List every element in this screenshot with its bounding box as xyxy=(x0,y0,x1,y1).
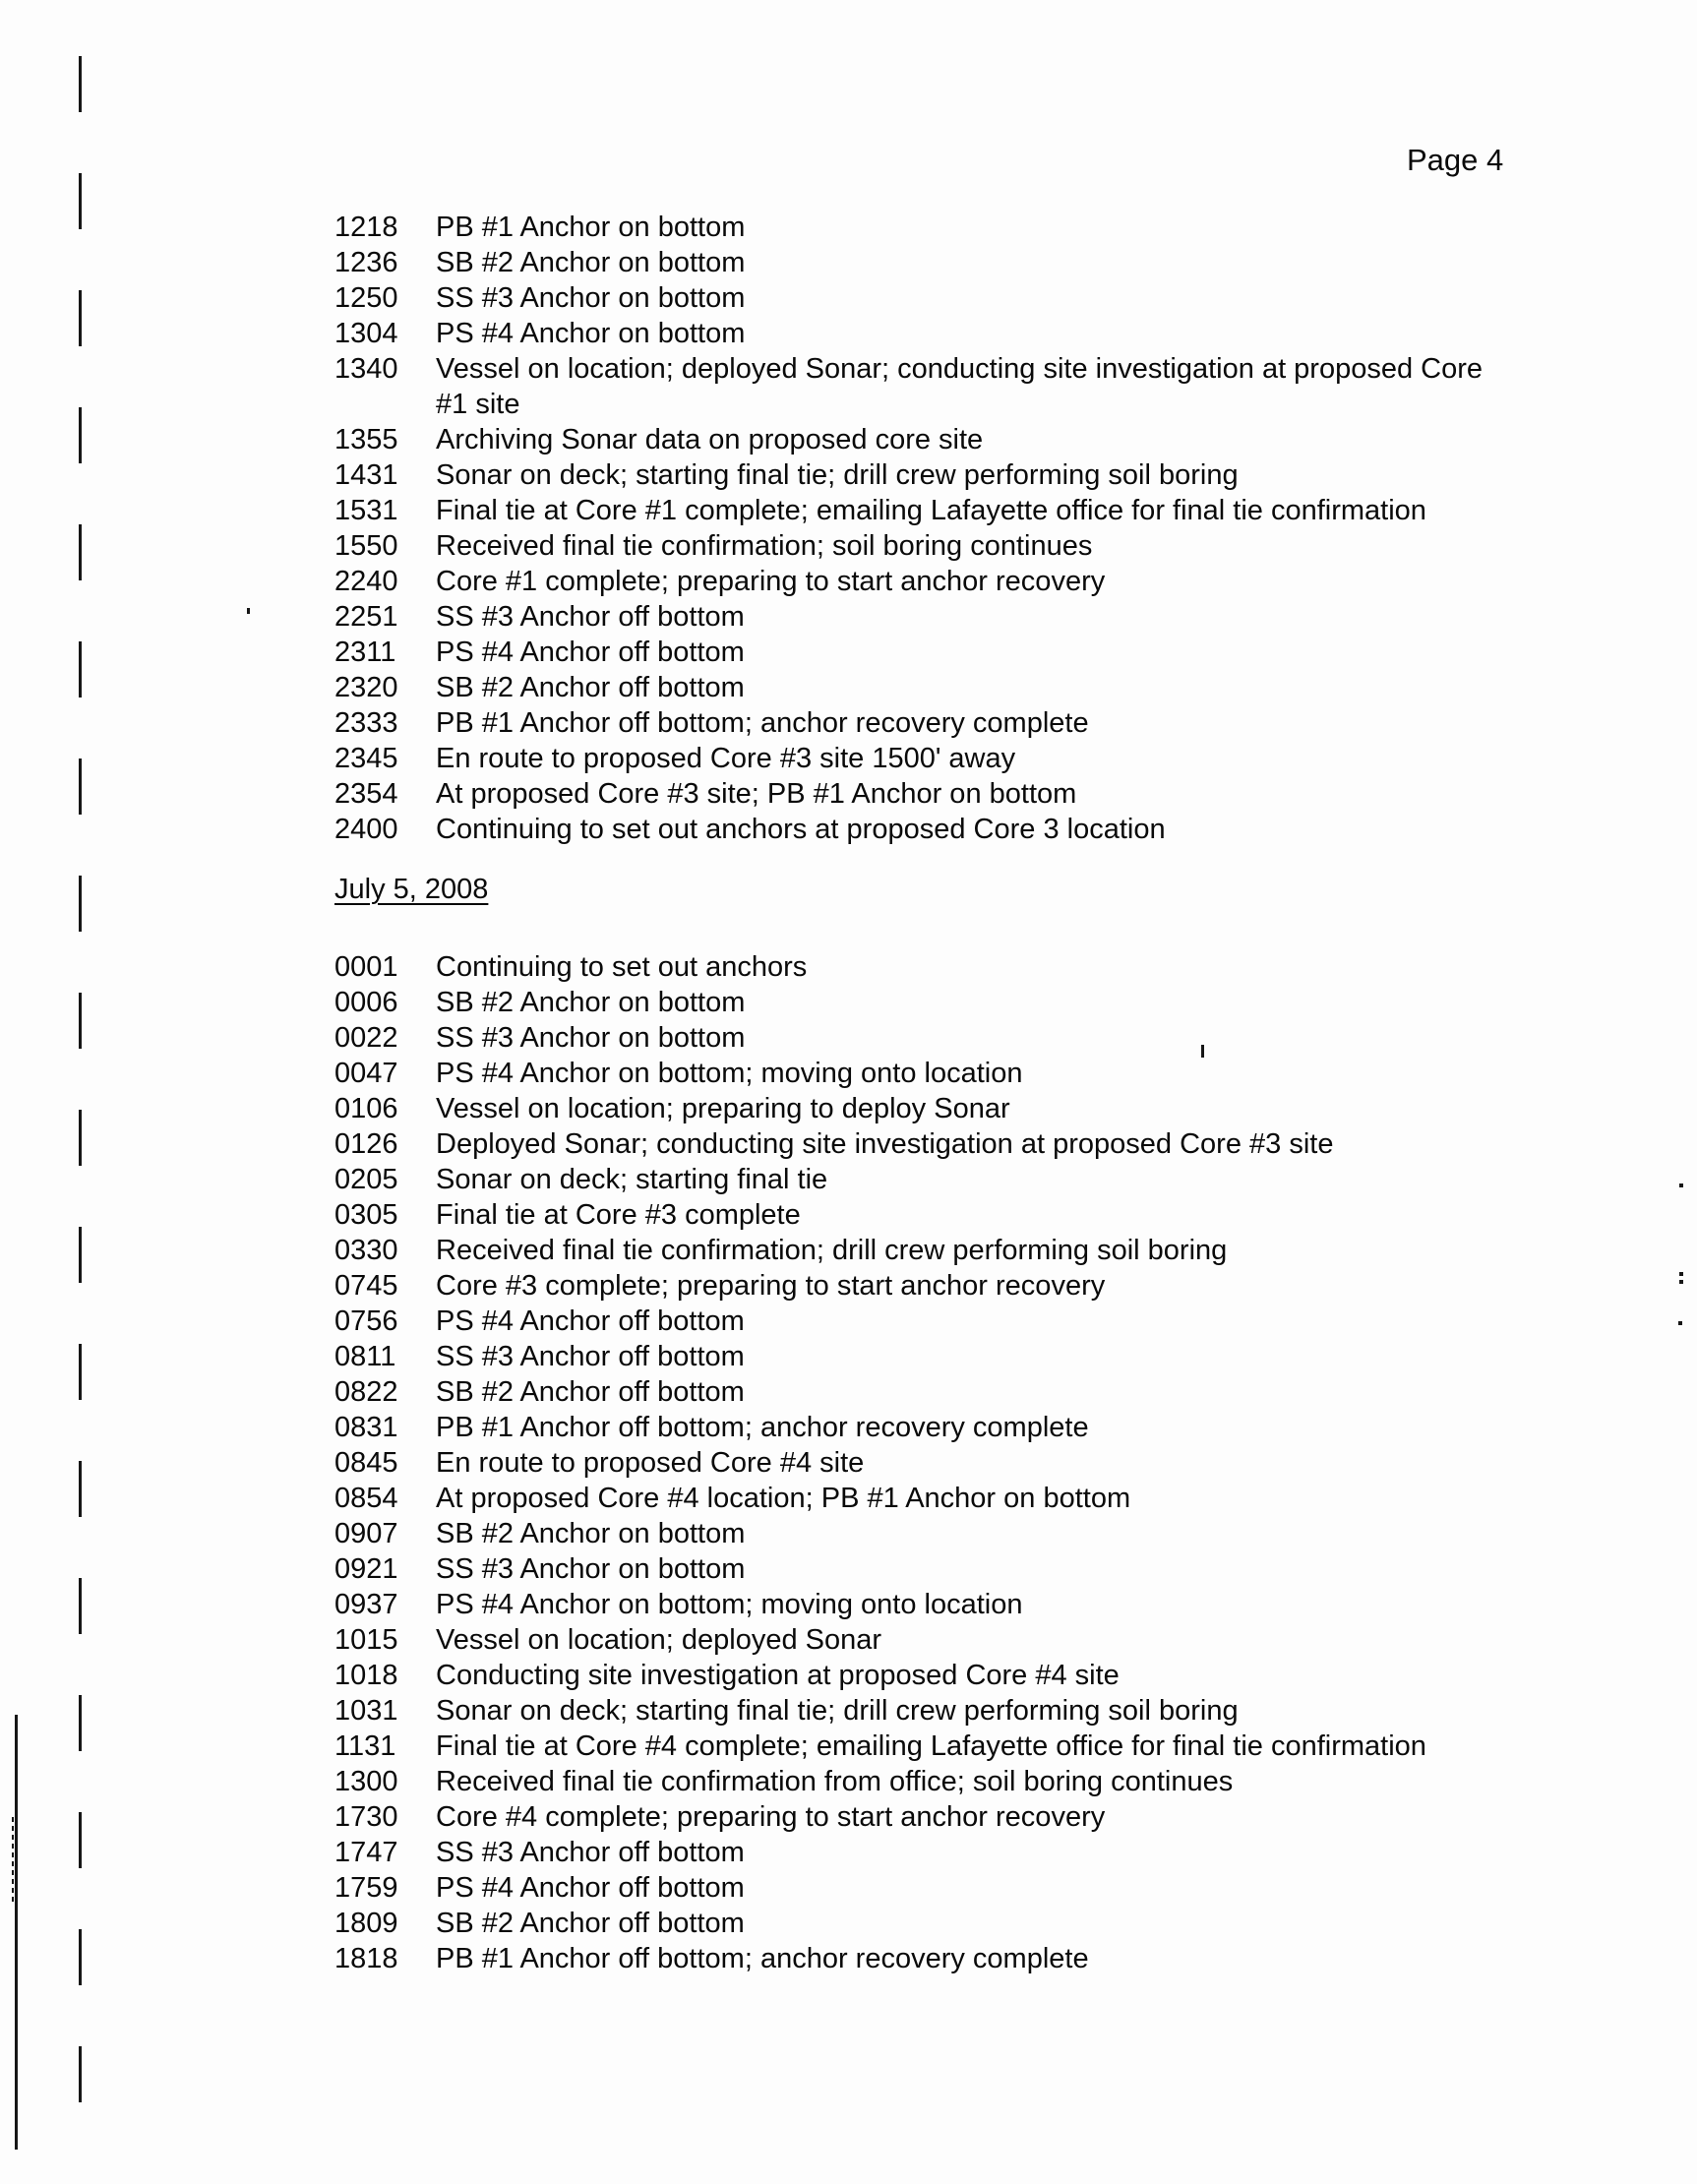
entry-text xyxy=(436,1197,801,1233)
date-heading: July 5, 2008 xyxy=(334,874,489,905)
entry-time: 1236 xyxy=(334,247,398,278)
entry-text xyxy=(436,1268,1105,1304)
log-entry xyxy=(334,1870,1483,1906)
entry-text xyxy=(436,705,1089,741)
log-entry xyxy=(334,1729,1483,1764)
scan-artifact-bottom-left-line-rough xyxy=(12,1817,14,1904)
entry-text xyxy=(436,1516,745,1551)
entry-text xyxy=(436,1233,1227,1268)
entry-time: 1550 xyxy=(334,530,398,562)
entry-text-line: SB #2 Anchor off bottom xyxy=(436,1376,745,1408)
entry-text-line: SS #3 Anchor off bottom xyxy=(436,1341,745,1372)
entry-time: 1340 xyxy=(334,353,398,385)
entry-time: 0822 xyxy=(334,1376,398,1408)
log-entry xyxy=(334,351,1483,422)
entry-time: 1818 xyxy=(334,1943,398,1974)
entry-time: 1015 xyxy=(334,1624,398,1656)
entry-text xyxy=(436,1445,864,1481)
entry-text xyxy=(436,670,745,705)
entry-text-line: Conducting site investigation at proposed Core #4 site xyxy=(436,1660,1120,1691)
scan-artifact-speck xyxy=(1679,1183,1683,1187)
entry-time: 0022 xyxy=(334,1022,398,1054)
entry-text xyxy=(436,1799,1105,1835)
entry-text-line: Sonar on deck; starting final tie; drill crew performing soil boring xyxy=(436,1695,1239,1727)
entry-time: 1747 xyxy=(334,1837,398,1868)
log-entry xyxy=(334,949,1483,985)
entry-text xyxy=(436,599,745,635)
entry-text-line: SB #2 Anchor on bottom xyxy=(436,247,746,278)
log-entry xyxy=(334,1799,1483,1835)
entry-text xyxy=(436,1941,1089,1976)
entry-time: 2354 xyxy=(334,778,398,810)
log-entry xyxy=(334,1693,1483,1729)
entry-text-line: SS #3 Anchor off bottom xyxy=(436,601,745,633)
entry-time: 0907 xyxy=(334,1518,398,1549)
entry-text-line: #1 site xyxy=(436,389,520,420)
entry-text-line: En route to proposed Core #4 site xyxy=(436,1447,865,1479)
log-entry xyxy=(334,280,1483,316)
log-entry xyxy=(334,1126,1483,1162)
entry-text-line: PB #1 Anchor on bottom xyxy=(436,212,746,243)
entry-text xyxy=(436,1587,1022,1622)
entry-time: 0845 xyxy=(334,1447,398,1479)
log-entry xyxy=(334,528,1483,564)
entry-time: 1250 xyxy=(334,282,398,314)
scan-artifact-bottom-left-line xyxy=(15,1715,18,2150)
entry-text-line: SS #3 Anchor on bottom xyxy=(436,1022,746,1054)
entry-text-line: SS #3 Anchor off bottom xyxy=(436,1837,745,1868)
log-entry xyxy=(334,599,1483,635)
entry-text-line: SS #3 Anchor on bottom xyxy=(436,282,746,314)
entry-time: 0330 xyxy=(334,1235,398,1266)
entry-text xyxy=(436,1374,745,1410)
entry-text-line: SB #2 Anchor on bottom xyxy=(436,1518,746,1549)
entry-time: 2400 xyxy=(334,814,398,845)
log-entry xyxy=(334,210,1483,245)
log-entry xyxy=(334,705,1483,741)
entry-text-line: Received final tie confirmation; soil boring continues xyxy=(436,530,1093,562)
log-entry xyxy=(334,1020,1483,1056)
entry-time: 1809 xyxy=(334,1908,398,1939)
entry-time: 2345 xyxy=(334,743,398,774)
entry-text-line: Core #3 complete; preparing to start anchor recovery xyxy=(436,1270,1106,1302)
log-entry xyxy=(334,1516,1483,1551)
entry-time: 2251 xyxy=(334,601,398,633)
scan-artifact-speck xyxy=(1678,1321,1682,1325)
entry-text-line: PS #4 Anchor off bottom xyxy=(436,1872,745,1904)
log-entry xyxy=(334,812,1483,847)
entry-text-line: Vessel on location; deployed Sonar; conducting site investigation at proposed Core xyxy=(436,353,1484,385)
entry-time: 1759 xyxy=(334,1872,398,1904)
entry-text-line: At proposed Core #4 location; PB #1 Anchor on bottom xyxy=(436,1483,1131,1514)
entry-text-line: PB #1 Anchor off bottom; anchor recovery complete xyxy=(436,1943,1089,1974)
entry-text xyxy=(436,1693,1239,1729)
entry-time: 2320 xyxy=(334,672,398,703)
log-entry xyxy=(334,1339,1483,1374)
entry-text-line: SB #2 Anchor on bottom xyxy=(436,987,746,1018)
entry-time: 1431 xyxy=(334,459,398,491)
entry-text xyxy=(436,1091,1010,1126)
log-entry xyxy=(334,1233,1483,1268)
entry-text-line: SB #2 Anchor off bottom xyxy=(436,672,745,703)
log-entry xyxy=(334,564,1483,599)
entry-time: 0831 xyxy=(334,1412,398,1443)
log-entry xyxy=(334,1481,1483,1516)
log-entry xyxy=(334,245,1483,280)
entry-text xyxy=(436,1764,1233,1799)
entry-text xyxy=(436,457,1239,493)
entry-text xyxy=(436,210,745,245)
entry-text-line: Received final tie confirmation; drill crew performing soil boring xyxy=(436,1235,1228,1266)
log-entry xyxy=(334,1835,1483,1870)
log-entry xyxy=(334,1374,1483,1410)
entry-time: 1031 xyxy=(334,1695,398,1727)
entry-time: 0921 xyxy=(334,1553,398,1585)
entry-time: 2333 xyxy=(334,707,398,739)
log-entry xyxy=(334,1658,1483,1693)
entry-text xyxy=(436,1658,1120,1693)
entry-text xyxy=(436,1339,745,1374)
log-entry xyxy=(334,316,1483,351)
entry-time: 1018 xyxy=(334,1660,398,1691)
entry-text-line: Archiving Sonar data on proposed core site xyxy=(436,424,984,455)
log-entry xyxy=(334,1304,1483,1339)
entry-time: 0937 xyxy=(334,1589,398,1620)
entry-text-line: PB #1 Anchor off bottom; anchor recovery complete xyxy=(436,707,1089,739)
log-entry xyxy=(334,670,1483,705)
entry-text-line: Sonar on deck; starting final tie; drill crew performing soil boring xyxy=(436,459,1239,491)
entry-text-line: SB #2 Anchor off bottom xyxy=(436,1908,745,1939)
entry-text xyxy=(436,635,745,670)
log-entry xyxy=(334,1587,1483,1622)
log-entry xyxy=(334,1551,1483,1587)
entry-text-line: En route to proposed Core #3 site 1500' away xyxy=(436,743,1016,774)
log-entry xyxy=(334,1410,1483,1445)
entry-text xyxy=(436,1835,745,1870)
scan-artifact-speck xyxy=(1679,1280,1683,1284)
entry-time: 2240 xyxy=(334,566,398,597)
scan-artifact-left-dashed-line xyxy=(79,56,82,2161)
entry-time: 0756 xyxy=(334,1305,398,1337)
entry-time: 1131 xyxy=(334,1730,396,1762)
entry-time: 0854 xyxy=(334,1483,398,1514)
log-entry xyxy=(334,1091,1483,1126)
entry-time: 1218 xyxy=(334,212,398,243)
log-entry xyxy=(334,493,1483,528)
entry-text-line: PS #4 Anchor on bottom; moving onto location xyxy=(436,1589,1023,1620)
entry-text xyxy=(436,280,745,316)
log-entry xyxy=(334,1906,1483,1941)
entry-text-line: Final tie at Core #4 complete; emailing Lafayette office for final tie confirmation xyxy=(436,1730,1426,1762)
entry-time: 1300 xyxy=(334,1766,398,1797)
log-entry xyxy=(334,1162,1483,1197)
log-section xyxy=(334,210,1483,847)
entry-time: 0047 xyxy=(334,1058,398,1089)
entry-text xyxy=(436,564,1105,599)
entry-text-line: SS #3 Anchor on bottom xyxy=(436,1553,746,1585)
entry-time: 1304 xyxy=(334,318,398,349)
entry-text xyxy=(436,812,1166,847)
entry-text xyxy=(436,1410,1089,1445)
entry-text xyxy=(436,1906,745,1941)
entry-text xyxy=(436,1126,1333,1162)
entry-text xyxy=(436,949,807,985)
entry-text-line: Vessel on location; preparing to deploy Sonar xyxy=(436,1093,1010,1124)
log-entry xyxy=(334,457,1483,493)
entry-text-line: Sonar on deck; starting final tie xyxy=(436,1164,828,1195)
entry-text xyxy=(436,776,1076,812)
entry-text-line: Received final tie confirmation from office; soil boring continues xyxy=(436,1766,1234,1797)
entry-text xyxy=(436,1551,745,1587)
entry-text-line: PB #1 Anchor off bottom; anchor recovery complete xyxy=(436,1412,1089,1443)
entry-time: 0126 xyxy=(334,1128,398,1160)
log-entry xyxy=(334,1622,1483,1658)
entry-text-line: Deployed Sonar; conducting site investigation at proposed Core #3 site xyxy=(436,1128,1334,1160)
entry-text-line: Continuing to set out anchors xyxy=(436,951,808,983)
log-entry xyxy=(334,422,1483,457)
operations-log xyxy=(334,210,1483,1976)
entry-text xyxy=(436,1056,1022,1091)
entry-text xyxy=(436,528,1092,564)
scan-artifact-speck xyxy=(1679,1272,1683,1276)
entry-time: 2311 xyxy=(334,637,396,668)
entry-time: 0106 xyxy=(334,1093,398,1124)
entry-text xyxy=(436,422,983,457)
entry-time: 0205 xyxy=(334,1164,398,1195)
entry-text-line: Final tie at Core #1 complete; emailing Lafayette office for final tie confirmation xyxy=(436,495,1426,526)
entry-text-line: PS #4 Anchor off bottom xyxy=(436,637,745,668)
entry-text-line: Vessel on location; deployed Sonar xyxy=(436,1624,882,1656)
page-number: Page 4 xyxy=(1407,143,1504,177)
entry-time: 0745 xyxy=(334,1270,398,1302)
entry-text xyxy=(436,1729,1426,1764)
entry-text xyxy=(436,1020,745,1056)
log-entry xyxy=(334,1197,1483,1233)
log-entry xyxy=(334,985,1483,1020)
log-entry xyxy=(334,1268,1483,1304)
entry-text xyxy=(436,985,745,1020)
entry-time: 1355 xyxy=(334,424,398,455)
entry-text xyxy=(436,1162,827,1197)
entry-text xyxy=(436,1622,881,1658)
log-entry xyxy=(334,1056,1483,1091)
entry-time: 0305 xyxy=(334,1199,398,1231)
entry-text-line: At proposed Core #3 site; PB #1 Anchor on bottom xyxy=(436,778,1077,810)
entry-text xyxy=(436,493,1426,528)
entry-text-line: Final tie at Core #3 complete xyxy=(436,1199,801,1231)
entry-time: 0006 xyxy=(334,987,398,1018)
entry-text xyxy=(436,1481,1130,1516)
entry-text xyxy=(436,351,1483,422)
log-entry xyxy=(334,1445,1483,1481)
entry-time: 1531 xyxy=(334,495,398,526)
entry-text xyxy=(436,1304,745,1339)
log-entry xyxy=(334,776,1483,812)
log-entry xyxy=(334,1941,1483,1976)
entry-text xyxy=(436,245,745,280)
entry-text-line: PS #4 Anchor on bottom xyxy=(436,318,746,349)
entry-text-line: PS #4 Anchor off bottom xyxy=(436,1305,745,1337)
entry-text-line: Core #4 complete; preparing to start anchor recovery xyxy=(436,1801,1106,1833)
entry-time: 0811 xyxy=(334,1341,396,1372)
entry-text xyxy=(436,1870,745,1906)
entry-time: 0001 xyxy=(334,951,398,983)
entry-text-line: Core #1 complete; preparing to start anchor recovery xyxy=(436,566,1106,597)
entry-text-line: PS #4 Anchor on bottom; moving onto location xyxy=(436,1058,1023,1089)
entry-text xyxy=(436,316,745,351)
log-section xyxy=(334,872,1483,1976)
log-entry xyxy=(334,635,1483,670)
log-entry xyxy=(334,741,1483,776)
scan-artifact-speck xyxy=(247,608,250,614)
log-entry xyxy=(334,1764,1483,1799)
entry-text xyxy=(436,741,1015,776)
entry-text-line: Continuing to set out anchors at proposed Core 3 location xyxy=(436,814,1166,845)
entry-time: 1730 xyxy=(334,1801,398,1833)
